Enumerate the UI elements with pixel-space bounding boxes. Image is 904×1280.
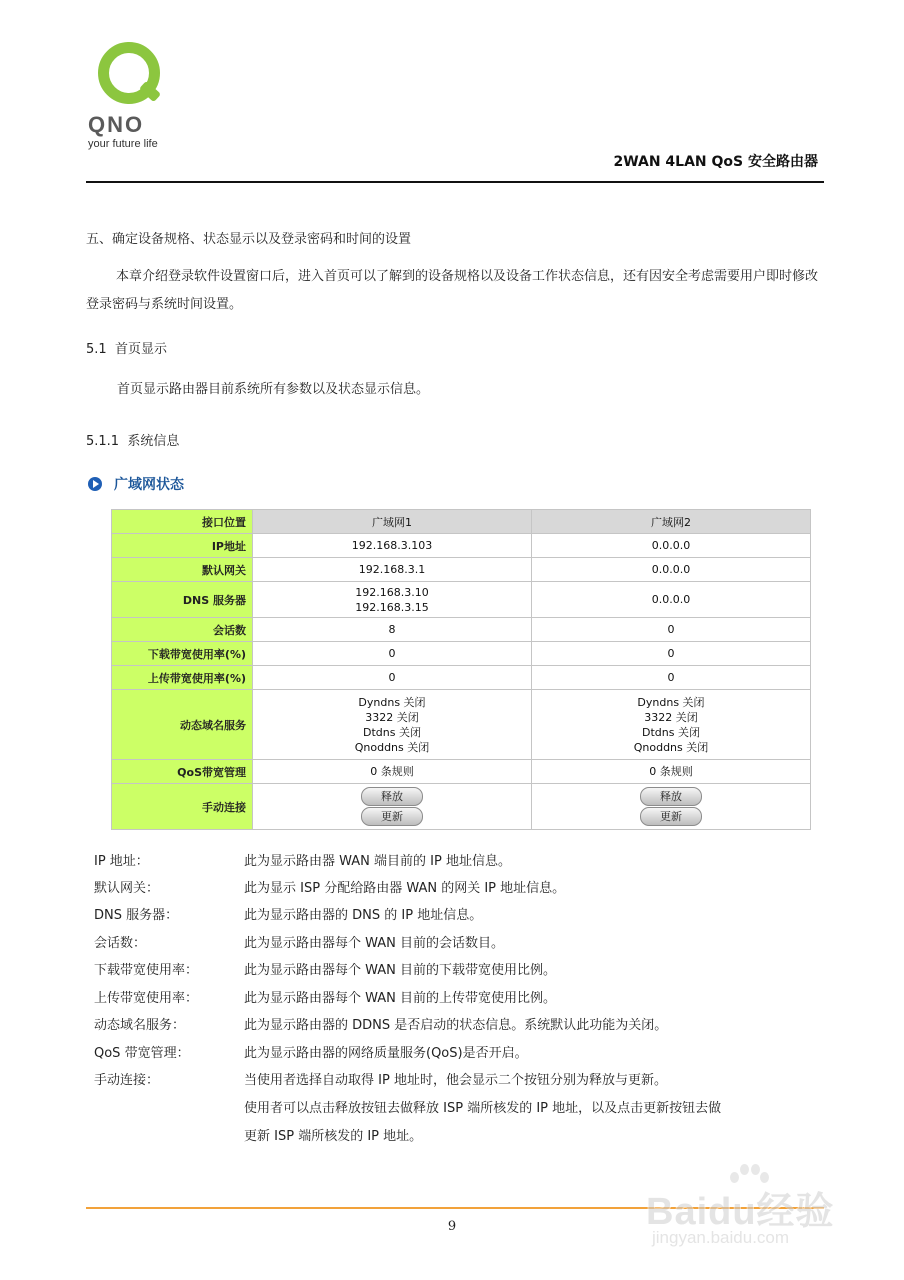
- col-header-wan2: 广域网2: [532, 510, 811, 534]
- sessions-wan2: 0: [532, 618, 811, 642]
- dns-wan1-secondary: 192.168.3.15: [355, 600, 429, 614]
- chapter-intro: 本章介绍登录软件设置窗口后，进入首页可以了解到的设备规格以及设备工作状态信息，还有因安全考虑需要用户即时修改登录密码与系统时间设置。: [86, 269, 819, 312]
- row-label: 下载带宽使用率(%): [112, 642, 253, 666]
- download-wan1: 0: [253, 642, 532, 666]
- wan-status-header: [88, 474, 184, 494]
- definition-desc: 此为显示路由器每个 WAN 目前的会话数目。: [244, 936, 505, 951]
- section-5-1-1-title: 系统信息: [127, 434, 180, 449]
- row-label: 动态域名服务: [112, 690, 253, 760]
- definition-term: 下载带宽使用率：: [94, 963, 199, 978]
- col-header-wan1: 广域网1: [253, 510, 532, 534]
- section-5-1-title: 首页显示: [114, 342, 167, 357]
- gateway-wan1: 192.168.3.1: [253, 558, 532, 582]
- ip-wan1: 192.168.3.103: [253, 534, 532, 558]
- upload-wan2: 0: [532, 666, 811, 690]
- table-row: [112, 760, 811, 784]
- definition-term: QoS 带宽管理：: [94, 1046, 190, 1061]
- table-row: [112, 690, 811, 760]
- arrow-circle-icon: [88, 477, 102, 491]
- ddns-item: 3322 关闭: [644, 710, 698, 724]
- definition-term: 会话数：: [94, 936, 147, 951]
- download-wan2: 0: [532, 642, 811, 666]
- table-row: [112, 618, 811, 642]
- definition-term: 上传带宽使用率：: [94, 991, 199, 1006]
- row-label: 手动连接: [112, 784, 253, 830]
- row-label: QoS带宽管理: [112, 760, 253, 784]
- ddns-item: Qnoddns 关闭: [354, 740, 430, 754]
- definition-desc: 更新 ISP 端所核发的 IP 地址。: [244, 1129, 423, 1144]
- logo-brand: QNO: [88, 112, 145, 137]
- definition-desc: 此为显示路由器的网络质量服务(QoS)是否开启。: [244, 1046, 528, 1061]
- watermark-sub: jingyan.baidu.com: [652, 1228, 790, 1247]
- table-row: [112, 784, 811, 830]
- renew-button-wan2[interactable]: 更新: [640, 807, 702, 826]
- product-title: 2WAN 4LAN QoS 安全路由器: [613, 154, 818, 170]
- row-label: 默认网关: [112, 558, 253, 582]
- definition-desc: 此为显示路由器每个 WAN 目前的下载带宽使用比例。: [244, 963, 557, 978]
- definition-term: IP 地址：: [94, 854, 149, 869]
- row-label: 上传带宽使用率(%): [112, 666, 253, 690]
- watermark-main: Baidu经验: [646, 1191, 835, 1233]
- dns-wan2: 0.0.0.0: [532, 582, 811, 618]
- table-row: [112, 558, 811, 582]
- baidu-watermark: [640, 1170, 870, 1270]
- definition-desc: 此为显示路由器的 DNS 的 IP 地址信息。: [244, 908, 483, 923]
- ddns-wan1: [253, 690, 532, 760]
- table-row: [112, 666, 811, 690]
- dns-wan1-primary: 192.168.3.10: [355, 585, 429, 599]
- ddns-item: Dyndns 关闭: [637, 695, 705, 709]
- upload-wan1: 0: [253, 666, 532, 690]
- section-5-1-num: 5.1: [86, 342, 107, 357]
- section-5-1-1: [86, 430, 179, 449]
- logo-tagline: your future life: [88, 138, 158, 150]
- section-5-1-text: 首页显示路由器目前系统所有参数以及状态显示信息。: [117, 382, 430, 397]
- manual-wan1: [253, 784, 532, 830]
- release-button-wan2[interactable]: 释放: [640, 787, 702, 806]
- row-label: 会话数: [112, 618, 253, 642]
- section-5-1: [86, 338, 167, 357]
- release-button-wan1[interactable]: 释放: [361, 787, 423, 806]
- definition-term: 动态域名服务：: [94, 1018, 186, 1033]
- definition-desc: 使用者可以点击释放按钮去做释放 ISP 端所核发的 IP 地址，以及点击更新按钮去做: [244, 1101, 722, 1116]
- ddns-item: Dtdns 关闭: [363, 725, 421, 739]
- header-divider: [86, 181, 824, 183]
- definition-desc: 此为显示路由器的 DDNS 是否启动的状态信息。系统默认此功能为关闭。: [244, 1018, 668, 1033]
- ddns-item: Qnoddns 关闭: [633, 740, 709, 754]
- definition-term: 手动连接：: [94, 1073, 160, 1088]
- wan-status-table: [111, 509, 811, 830]
- definition-desc: 当使用者选择自动取得 IP 地址时，他会显示二个按钮分别为释放与更新。: [244, 1073, 667, 1088]
- ddns-item: Dtdns 关闭: [642, 725, 700, 739]
- page-number: 9: [447, 1219, 457, 1234]
- sessions-wan1: 8: [253, 618, 532, 642]
- qno-logo: [88, 40, 198, 160]
- definition-desc: 此为显示 ISP 分配给路由器 WAN 的网关 IP 地址信息。: [244, 881, 566, 896]
- table-row: [112, 510, 811, 534]
- wan-status-title: 广域网状态: [114, 477, 184, 493]
- table-row: [112, 534, 811, 558]
- gateway-wan2: 0.0.0.0: [532, 558, 811, 582]
- definition-term: DNS 服务器：: [94, 908, 179, 923]
- row-label: 接口位置: [112, 510, 253, 534]
- ip-wan2: 0.0.0.0: [532, 534, 811, 558]
- chapter-heading: 五、确定设备规格、状态显示以及登录密码和时间的设置: [86, 232, 412, 247]
- table-row: [112, 582, 811, 618]
- definition-desc: 此为显示路由器每个 WAN 目前的上传带宽使用比例。: [244, 991, 557, 1006]
- qos-wan2: 0 条规则: [532, 760, 811, 784]
- table-row: [112, 642, 811, 666]
- renew-button-wan1[interactable]: 更新: [361, 807, 423, 826]
- qos-wan1: 0 条规则: [253, 760, 532, 784]
- ddns-item: 3322 关闭: [365, 710, 419, 724]
- section-5-1-1-num: 5.1.1: [86, 434, 120, 449]
- ddns-item: Dyndns 关闭: [358, 695, 426, 709]
- definition-term: 默认网关：: [94, 881, 160, 896]
- manual-wan2: [532, 784, 811, 830]
- ddns-wan2: [532, 690, 811, 760]
- row-label: DNS 服务器: [112, 582, 253, 618]
- row-label: IP地址: [112, 534, 253, 558]
- definition-desc: 此为显示路由器 WAN 端目前的 IP 地址信息。: [244, 854, 511, 869]
- dns-wan1: [253, 582, 532, 618]
